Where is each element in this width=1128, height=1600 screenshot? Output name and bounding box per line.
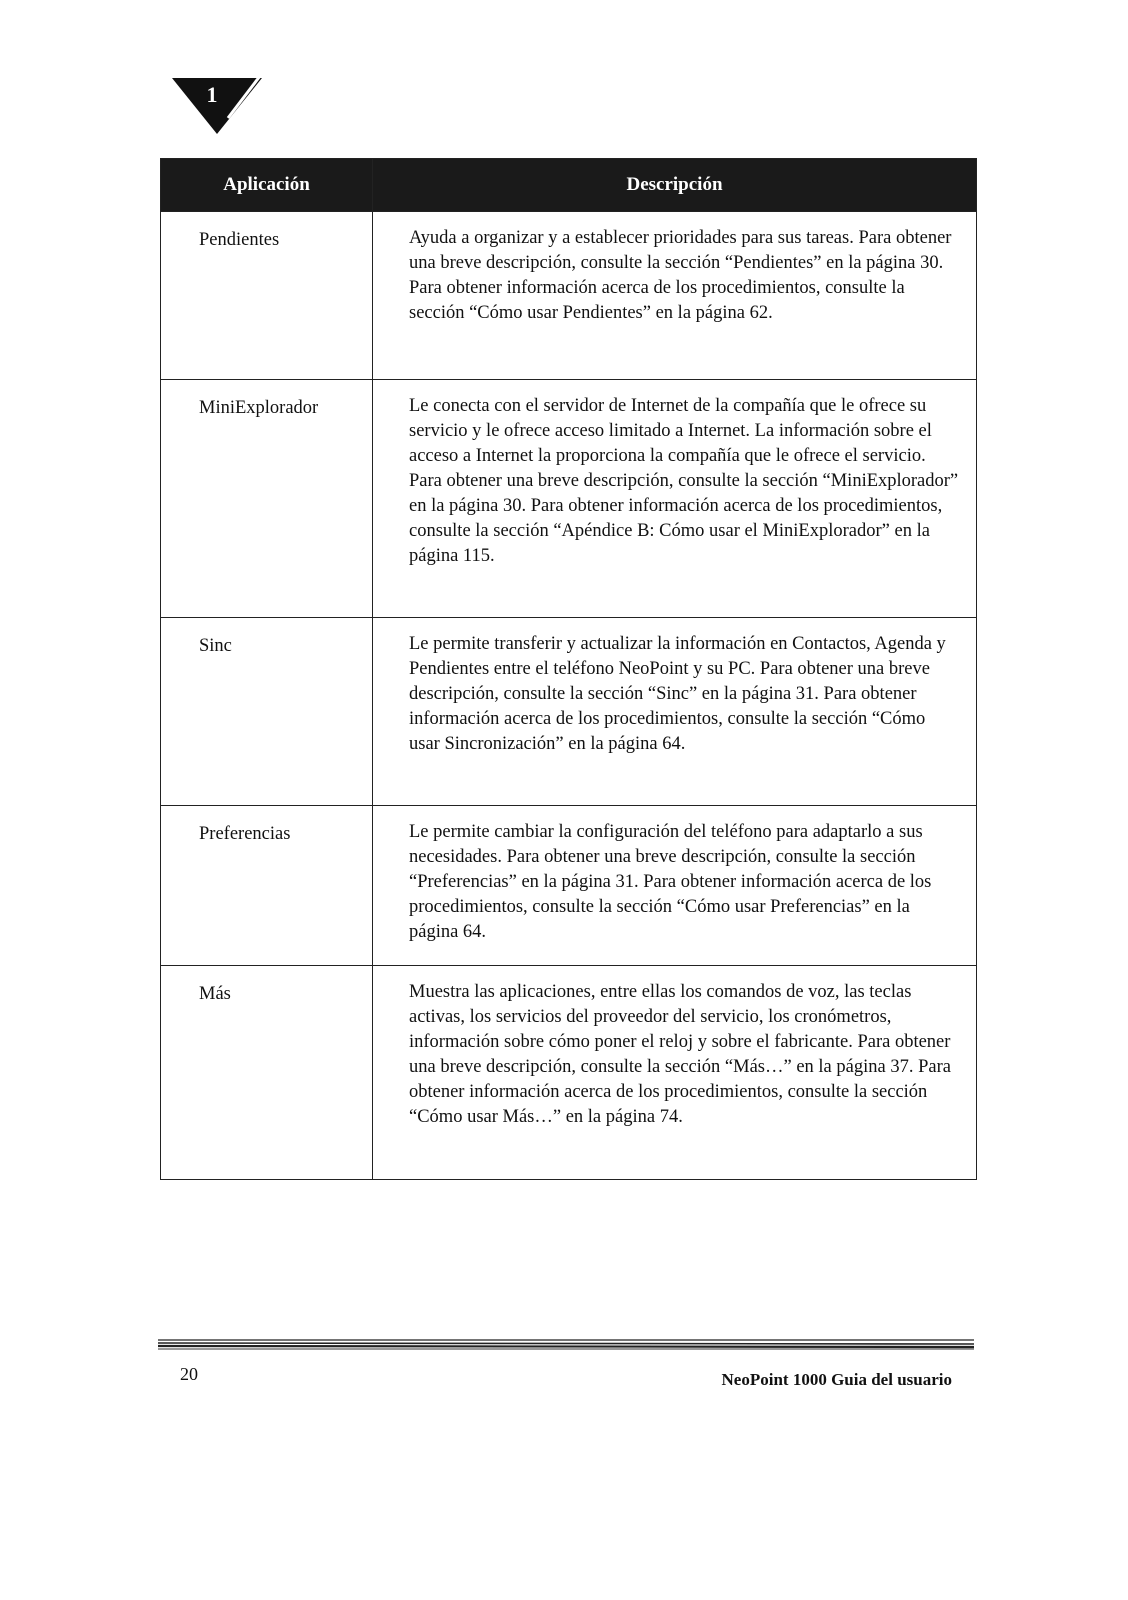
- application-name: Preferencias: [199, 824, 291, 844]
- application-cell: [161, 966, 373, 1180]
- table-row: [161, 618, 977, 806]
- table-row: [161, 380, 977, 618]
- description-cell: [373, 380, 977, 618]
- application-cell: [161, 212, 373, 380]
- application-cell: [161, 618, 373, 806]
- table-row: [161, 212, 977, 380]
- table-row: [161, 806, 977, 966]
- application-description: Le permite transferir y actualizar la información en Contactos, Agenda y Pendientes entre el teléfono NeoPoint y su PC. Para obtener una breve descripción, consulte la sección “Sinc” en la página 31. Para obtener información acerca de los procedimientos, consulte la sección “Cómo usar Sincronización” en la página 64.: [409, 634, 946, 754]
- application-name: MiniExplorador: [199, 398, 319, 418]
- footer-rule: [158, 1338, 974, 1352]
- header-description: Descripción: [373, 159, 977, 212]
- application-description: Le conecta con el servidor de Internet de la compañía que le ofrece su servicio y le ofrece acceso limitado a Internet. La información sobre el acceso a Internet la proporciona la compañía que le ofrece el servicio. Para obtener una breve descripción, consulte la sección “MiniExplorador” en la página 30. Para obtener información acerca de los procedimientos, consulte la sección “Apéndice B: Cómo usar el MiniExplorador” en la página 115.: [409, 396, 959, 566]
- description-cell: [373, 806, 977, 966]
- application-description: Muestra las aplicaciones, entre ellas los comandos de voz, las teclas activas, los servicios del proveedor del servicio, los cronómetros, información sobre cómo poner el reloj y sobre el fabricante. Para obtener una breve descripción, consulte la sección “Más…” en la página 37. Para obtener información acerca de los procedimientos, consulte la sección “Cómo usar Más…” en la página 74.: [409, 982, 951, 1127]
- description-cell: [373, 618, 977, 806]
- application-cell: [161, 380, 373, 618]
- chapter-marker: [172, 78, 262, 134]
- chapter-number: 1: [206, 82, 218, 107]
- header-application: Aplicación: [161, 159, 373, 212]
- applications-table: [160, 158, 977, 1180]
- application-description: Le permite cambiar la configuración del teléfono para adaptarlo a sus necesidades. Para obtener una breve descripción, consulte la sección “Preferencias” en la página 31. Para obtener información acerca de los procedimientos, consulte la sección “Cómo usar Preferencias” en la página 64.: [409, 822, 932, 942]
- table-row: [161, 966, 977, 1180]
- application-cell: [161, 806, 373, 966]
- footer-title: NeoPoint 1000 Guia del usuario: [721, 1370, 952, 1389]
- table-header-row: [161, 159, 977, 212]
- application-name: Sinc: [199, 636, 232, 656]
- description-cell: [373, 212, 977, 380]
- application-name: Más: [199, 984, 231, 1004]
- application-name: Pendientes: [199, 230, 280, 250]
- page-number: 20: [180, 1364, 198, 1384]
- application-description: Ayuda a organizar y a establecer prioridades para sus tareas. Para obtener una breve descripción, consulte la sección “Pendientes” en la página 30. Para obtener información acerca de los procedimientos, consulte la sección “Cómo usar Pendientes” en la página 62.: [409, 228, 952, 323]
- description-cell: [373, 966, 977, 1180]
